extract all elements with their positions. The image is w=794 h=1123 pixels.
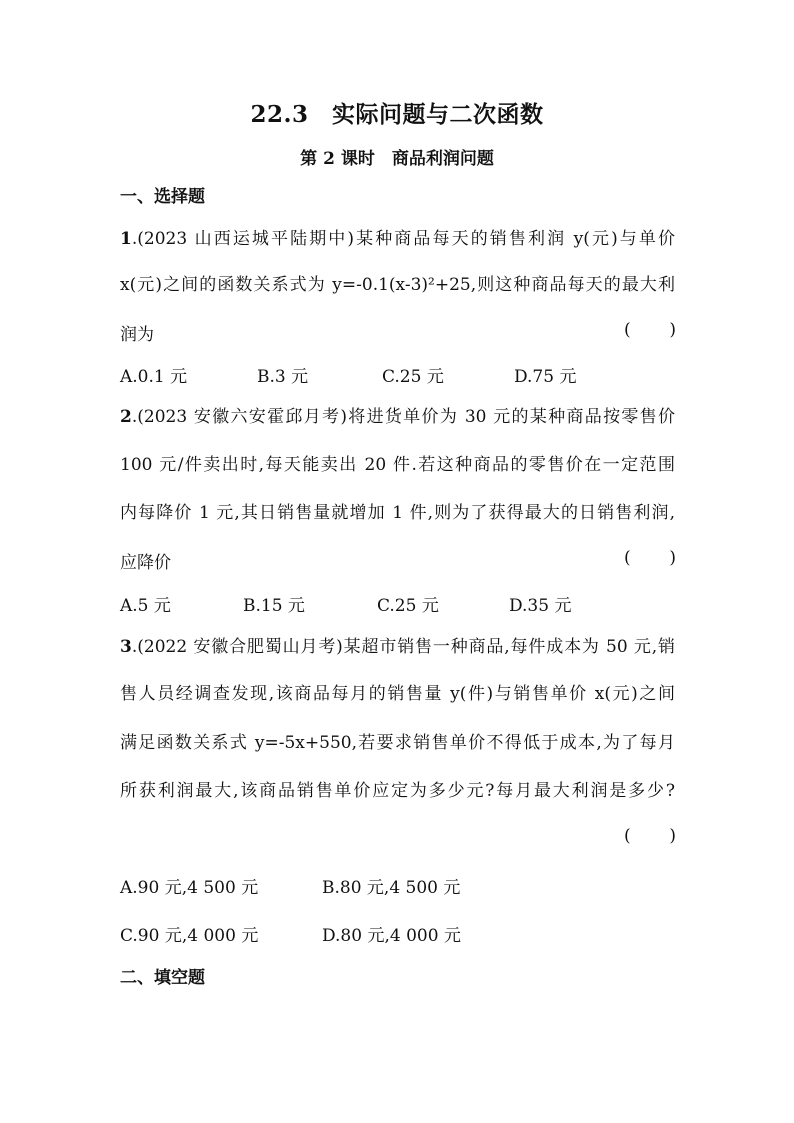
question-2-option-a[interactable]: A.5 元 — [120, 596, 171, 616]
question-3-option-c[interactable]: C.90 元,4 000 元 — [120, 926, 259, 946]
question-1-number: 1 — [120, 229, 132, 249]
question-1-option-a[interactable]: A.0.1 元 — [120, 367, 188, 387]
page-subtitle: 第 2 课时 商品利润问题 — [300, 149, 494, 169]
question-3-option-d[interactable]: D.80 元,4 000 元 — [322, 926, 461, 946]
question-3-option-b[interactable]: B.80 元,4 500 元 — [322, 878, 461, 898]
question-2-line-2: 100 元/件卖出时,每天能卖出 20 件.若这种商品的零售价在一定范围 — [120, 455, 675, 475]
question-3-option-a[interactable]: A.90 元,4 500 元 — [120, 878, 259, 898]
question-3-line-3: 满足函数关系式 y=-5x+550,若要求销售单价不得低于成本,为了每月 — [120, 733, 675, 753]
question-3-line-1: 3.(2022 安徽合肥蜀山月考)某超市销售一种商品,每件成本为 50 元,销 — [120, 637, 675, 657]
question-2-line-4: 应降价 — [120, 553, 171, 573]
section-heading-fill-blank: 二、填空题 — [120, 968, 205, 988]
question-1-line-3: 润为 — [120, 325, 154, 345]
question-3-number: 3 — [120, 637, 132, 657]
question-2-option-c[interactable]: C.25 元 — [377, 596, 439, 616]
question-2-line-3: 内每降价 1 元,其日销售量就增加 1 件,则为了获得最大的日销售利润, — [120, 503, 675, 523]
section-heading-choice: 一、选择题 — [120, 187, 205, 207]
question-1-option-b[interactable]: B.3 元 — [257, 367, 309, 387]
question-1-line-2: x(元)之间的函数关系式为 y=-0.1(x-3)²+25,则这种商品每天的最大利 — [120, 275, 675, 295]
question-1-option-d[interactable]: D.75 元 — [514, 367, 577, 387]
question-2-answer-blank[interactable]: ( ) — [624, 548, 676, 568]
question-1-answer-blank[interactable]: ( ) — [624, 320, 676, 340]
question-2-option-d[interactable]: D.35 元 — [509, 596, 572, 616]
question-3-line-2: 售人员经调查发现,该商品每月的销售量 y(件)与销售单价 x(元)之间 — [120, 684, 675, 704]
question-1-line-1: 1.(2023 山西运城平陆期中)某种商品每天的销售利润 y(元)与单价 — [120, 229, 675, 249]
question-1-option-c[interactable]: C.25 元 — [382, 367, 444, 387]
question-3-line-4: 所获利润最大,该商品销售单价应定为多少元?每月最大利润是多少? — [120, 781, 675, 801]
question-2-number: 2 — [120, 407, 132, 427]
question-3-answer-blank[interactable]: ( ) — [624, 826, 676, 846]
question-2-option-b[interactable]: B.15 元 — [243, 596, 305, 616]
page-title: 22.3 实际问题与二次函数 — [250, 101, 544, 128]
question-2-line-1: 2.(2023 安徽六安霍邱月考)将进货单价为 30 元的某种商品按零售价 — [120, 407, 675, 427]
